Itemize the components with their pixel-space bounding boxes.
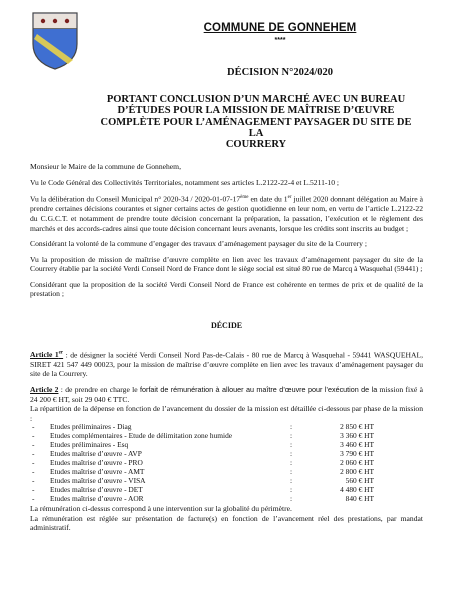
superscript: er [287,195,292,201]
row-dash: - [32,458,35,468]
row-amount: 3 790 € HT [340,449,374,459]
row-phase-label: Etudes maîtrise d’œuvre - AVP [50,449,142,459]
intro-paragraph: Monsieur le Maire de la commune de Gonnehem, [30,162,181,171]
article-1-paragraph [30,349,423,379]
decide-heading: DÉCIDE [210,321,243,331]
vu-deliberation-text: Vu la délibération du Conseil Municipal n° 2020-34 / 2020-01-07-17 [30,194,241,204]
row-phase-label: Etudes maîtrise d’œuvre - DET [50,485,143,495]
decision-title-line: D’ÉTUDES POUR LA MISSION DE MAÎTRISE D’ŒUVRE [117,105,395,117]
row-phase-label: Etudes complémentaires - Etude de délimitation zone humide [50,431,233,441]
decision-title-line: PORTANT CONCLUSION D’UN MARCHÉ AVEC UN BUREAU [106,94,406,105]
decision-title-line: COURRERY [225,139,287,151]
row-dash: - [32,440,35,450]
article-2-label: Article 2 [30,384,59,394]
considerant-proposition-paragraph: Considérant que la proposition de la société Verdi Conseil Nord de France est cohérente en termes de prix et de qualité de la prestation ; [30,279,423,299]
row-colon: : [290,458,293,468]
decision-title [96,94,416,150]
vu-proposition-paragraph: Vu la proposition de mission de maîtrise d’œuvre complète en lien avec les travaux d’aménagement paysager du site de la Courrery établie par la société Verdi Conseil Nord de France dont le siège social est situé 80 rue de Marcq à Wasquehal (59441) ; [30,254,423,274]
row-dash: - [32,485,35,495]
row-colon: : [290,476,293,486]
row-colon: : [290,467,293,477]
vu-deliberation-paragraph [30,193,423,233]
vu-deliberation-text: en date du 1 [248,194,288,204]
remuneration-reglee-paragraph: La rémunération est réglée sur présentation de facture(s) en fonction de l’avancement réel des prestations, par mandat administratif. [30,513,423,533]
row-colon: : [290,440,293,450]
article-2-highlight: forfait de rémunération à allouer au maître d’œuvre pour l’exécution de la [139,384,378,394]
row-colon: : [290,431,293,441]
row-amount: 560 € HT [345,476,374,486]
decision-title-line: COMPLÈTE POUR L’AMÉNAGEMENT PAYSAGER DU SITE DE LA [100,116,412,139]
vu-deliberation-text: juillet 2020 donnant délégation au Maire à prendre certaines décisions courantes et signer certains actes de gestion quotidienne en leur nom, en vertu de l’article L.2122-22 du C.G.C.T. et notamment de prendre toute décision concernant la préparation, la passation, l’exécution et le règlement des marchés et des accords-cadres ainsi que toute décision concernant leurs avenants, lorsque les crédits sont inscrits au budget ; [30,194,423,233]
vu-cgct-paragraph: Vu le Code Général des Collectivités Territoriales, notamment ses articles L.2122-22-4 et L.5211-10 ; [30,177,340,187]
repartition-table-body [30,423,374,504]
commune-name: COMMUNE DE GONNEHEM [203,22,357,34]
article-2-paragraph [30,385,423,404]
row-phase-label: Etudes maîtrise d’œuvre - AOR [50,493,144,503]
row-phase-label: Etudes maîtrise d’œuvre - VISA [50,476,146,486]
row-dash: - [32,476,35,486]
row-colon: : [290,485,293,495]
repartition-intro: La répartition de la dépense en fonction de l’avancement du dossier de la mission est détaillée ci-dessous par phase de la mission : [30,404,423,423]
row-amount: 4 480 € HT [340,485,374,495]
decision-number: DÉCISION N°2024/020 [226,67,333,78]
article-1-text: : de désigner la société Verdi Conseil Nord Pas-de-Calais - 80 rue de Marcq à Wasquehal - 59441 WASQUEHAL, SIRET 421 547 449 00023, pour la mission de maîtrise d’œuvre complète en lien avec les travaux d’aménagement paysager du site de la Courrery. [30,350,423,379]
row-dash: - [32,493,35,503]
header-stars: **** [274,37,286,44]
article-2-text: : de prendre en charge le [58,384,140,394]
row-dash: - [32,467,35,477]
article-1-label-text: Article 1 [30,350,59,360]
document-body [30,162,423,533]
article-1-label [30,350,63,359]
row-colon: : [290,493,293,503]
row-amount: 2 800 € HT [340,467,374,477]
remuneration-global-paragraph: La rémunération ci-dessus correspond à une intervention sur la globalité du périmètre. [30,503,292,513]
row-dash: - [32,422,35,432]
row-colon: : [290,422,293,432]
coat-of-arms-icon [30,10,80,72]
row-dash: - [32,449,35,459]
superscript: er [58,350,64,356]
row-phase-label: Etudes maîtrise d’œuvre - PRO [50,458,143,468]
row-amount: 3 460 € HT [340,440,374,450]
repartition-row [30,495,374,504]
row-amount: 840 € HT [345,493,374,503]
repartition-table [30,423,374,504]
row-colon: : [290,449,293,459]
row-dash: - [32,431,35,441]
considerant-volonte-paragraph: Considérant la volonté de la commune d’engager des travaux d’aménagement paysager du site de la Courrery ; [30,239,367,249]
superscript: ème [240,195,249,201]
row-phase-label: Etudes préliminaires - Esq [50,440,129,450]
row-phase-label: Etudes maîtrise d’œuvre - AMT [50,467,145,477]
row-phase-label: Etudes préliminaires - Diag [50,422,132,432]
row-amount: 3 360 € HT [340,431,374,441]
row-amount: 2 060 € HT [340,458,374,468]
row-amount: 2 850 € HT [340,422,374,432]
article-2-text: mission fixé à 24 200 € HT, soit 29 040 € TTC. [30,384,423,404]
